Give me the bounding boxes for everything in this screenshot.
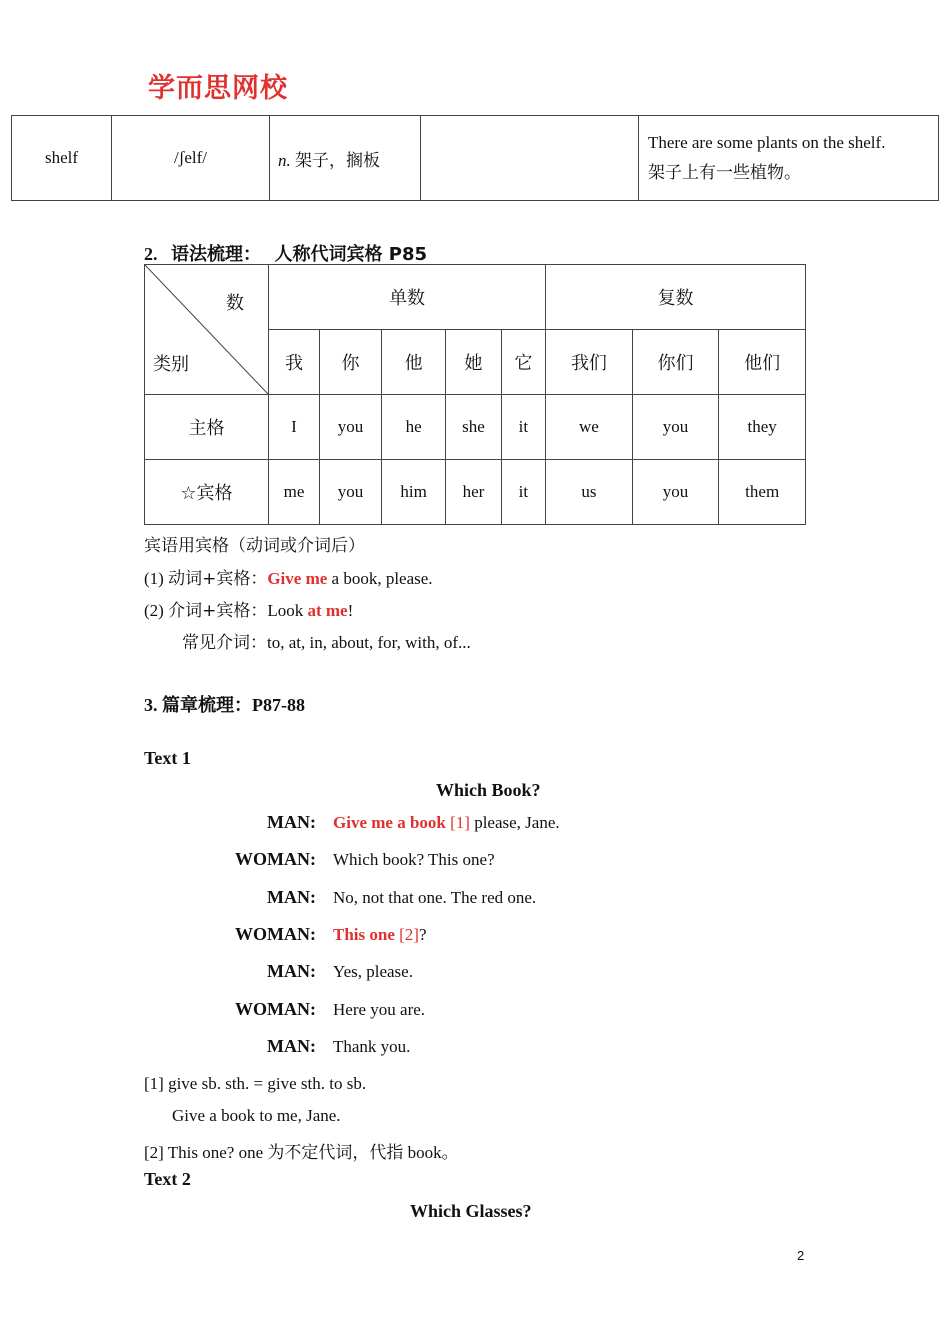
pronoun-cell: him (382, 460, 446, 525)
pronoun-cell: us (546, 460, 633, 525)
text2-title: Which Glasses? (410, 1201, 532, 1221)
corner-category-label: 类别 (153, 354, 189, 375)
person-cell: 她 (446, 330, 501, 395)
dialogue-line (333, 1037, 410, 1057)
objective-row (145, 460, 806, 525)
item-number: (2) (144, 601, 164, 620)
vocab-example (639, 116, 939, 201)
dialogue-text: ? (418, 925, 427, 944)
footnote-2 (144, 1138, 459, 1163)
corner-number-label: 数 (226, 293, 244, 314)
footnote-text: book。 (403, 1143, 459, 1162)
dialogue-speaker: MAN: (267, 1036, 316, 1056)
footnote-1-example: Give a book to me, Jane. (172, 1106, 341, 1125)
common-list: to, at, in, about, for, with, of... (267, 633, 471, 652)
common-label: 常见介词： (182, 633, 267, 653)
footnote-1: [1] give sb. sth. = give sth. to sb. (144, 1074, 367, 1093)
pronoun-cell: them (719, 460, 806, 525)
item-label: 介词+宾格： (168, 601, 268, 621)
pronoun-cell: he (382, 395, 446, 460)
dialogue-text: Which book? This one? (333, 850, 495, 869)
person-cell: 我们 (546, 330, 633, 395)
pronoun-cell: me (269, 460, 320, 525)
vocab-extra (421, 116, 639, 201)
highlight-text: at me (307, 601, 348, 620)
dialogue-line (333, 850, 495, 870)
person-cell: 你们 (632, 330, 719, 395)
row-label: ☆宾格 (145, 460, 269, 525)
person-cell: 他 (382, 330, 446, 395)
vocab-phonetic: /ʃelf/ (112, 116, 270, 201)
row-label: 主格 (145, 395, 269, 460)
section-title: 语法梳理： (171, 244, 261, 265)
text1-label: Text 1 (144, 748, 191, 768)
dialogue-line (333, 813, 560, 833)
section-3-heading (144, 691, 305, 717)
item-label: 动词+宾格： (168, 569, 268, 589)
pronoun-cell: I (269, 395, 320, 460)
dialogue-line (333, 888, 536, 908)
dialogue-speaker: MAN: (267, 812, 316, 832)
vocab-row (12, 116, 939, 201)
vocab-table (11, 115, 939, 201)
footnote-text-zh: 为不定代词，代指 (267, 1143, 404, 1163)
pronoun-cell: you (632, 460, 719, 525)
page-number: 2 (797, 1248, 805, 1263)
dialogue-speaker: WOMAN: (235, 924, 316, 944)
item-text: Look (267, 601, 308, 620)
dialogue-line (333, 925, 427, 945)
item-text: ! (347, 601, 354, 620)
pronoun-cell: it (501, 460, 545, 525)
dialogue-text: Here you are. (333, 1000, 426, 1019)
plural-header: 复数 (546, 265, 806, 330)
vocab-meaning (270, 116, 421, 201)
dialogue-line (333, 962, 413, 982)
person-cell: 它 (501, 330, 545, 395)
footnote-ref: [2] (394, 925, 419, 944)
vocab-meaning-text: 架子，搁板 (295, 150, 380, 171)
dialogue-speaker: WOMAN: (235, 999, 316, 1019)
vocab-pos: n. (278, 150, 291, 170)
grammar-item-2 (144, 596, 353, 621)
highlight-text: Give me (267, 569, 328, 588)
text1-title: Which Book? (436, 780, 541, 800)
example-zh: 架子上有一些植物。 (648, 163, 801, 183)
footnote-text: [2] This one? one (144, 1143, 268, 1162)
person-cell: 你 (319, 330, 381, 395)
highlight-text: This one (333, 925, 395, 944)
dialogue-line (333, 1000, 425, 1020)
dialogue-text: please, Jane. (469, 813, 560, 832)
section-number: 2. (144, 244, 158, 264)
pronoun-cell: it (501, 395, 545, 460)
pronoun-cell: you (632, 395, 719, 460)
text2-label: Text 2 (144, 1169, 191, 1189)
section-title: 篇章梳理： (162, 695, 252, 716)
dialogue-speaker: MAN: (267, 961, 316, 981)
pronoun-cell: they (719, 395, 806, 460)
pronoun-cell: we (546, 395, 633, 460)
section-subtitle: 人称代词宾格 P85 (274, 244, 428, 265)
section-pages: P87-88 (252, 695, 305, 715)
pronoun-table (144, 264, 806, 525)
singular-header: 单数 (269, 265, 546, 330)
item-number: (1) (144, 569, 164, 588)
vocab-word: shelf (12, 116, 112, 201)
brand-logo: 学而思网校 (148, 73, 288, 104)
dialogue-text: No, not that one. The red one. (333, 888, 537, 907)
dialogue-speaker: WOMAN: (235, 849, 316, 869)
highlight-text: Give me a book (333, 813, 446, 832)
pronoun-cell: you (319, 460, 381, 525)
dialogue-text: Yes, please. (333, 962, 413, 981)
grammar-item-1 (144, 564, 433, 589)
footnote-ref: [1] (445, 813, 470, 832)
section-2-heading (144, 240, 427, 266)
pronoun-cell: she (446, 395, 501, 460)
common-prepositions (182, 628, 471, 653)
person-cell: 他们 (719, 330, 806, 395)
dialogue-text: Thank you. (333, 1037, 411, 1056)
pronoun-cell: you (319, 395, 381, 460)
example-en: There are some plants on the shelf. (648, 133, 886, 152)
item-text: a book, please. (327, 569, 433, 588)
nominative-row (145, 395, 806, 460)
grammar-intro: 宾语用宾格（动词或介词后） (144, 536, 365, 556)
pronoun-cell: her (446, 460, 501, 525)
person-cell: 我 (269, 330, 320, 395)
dialogue-speaker: MAN: (267, 887, 316, 907)
table-corner-cell (145, 265, 269, 395)
section-number: 3. (144, 695, 158, 715)
